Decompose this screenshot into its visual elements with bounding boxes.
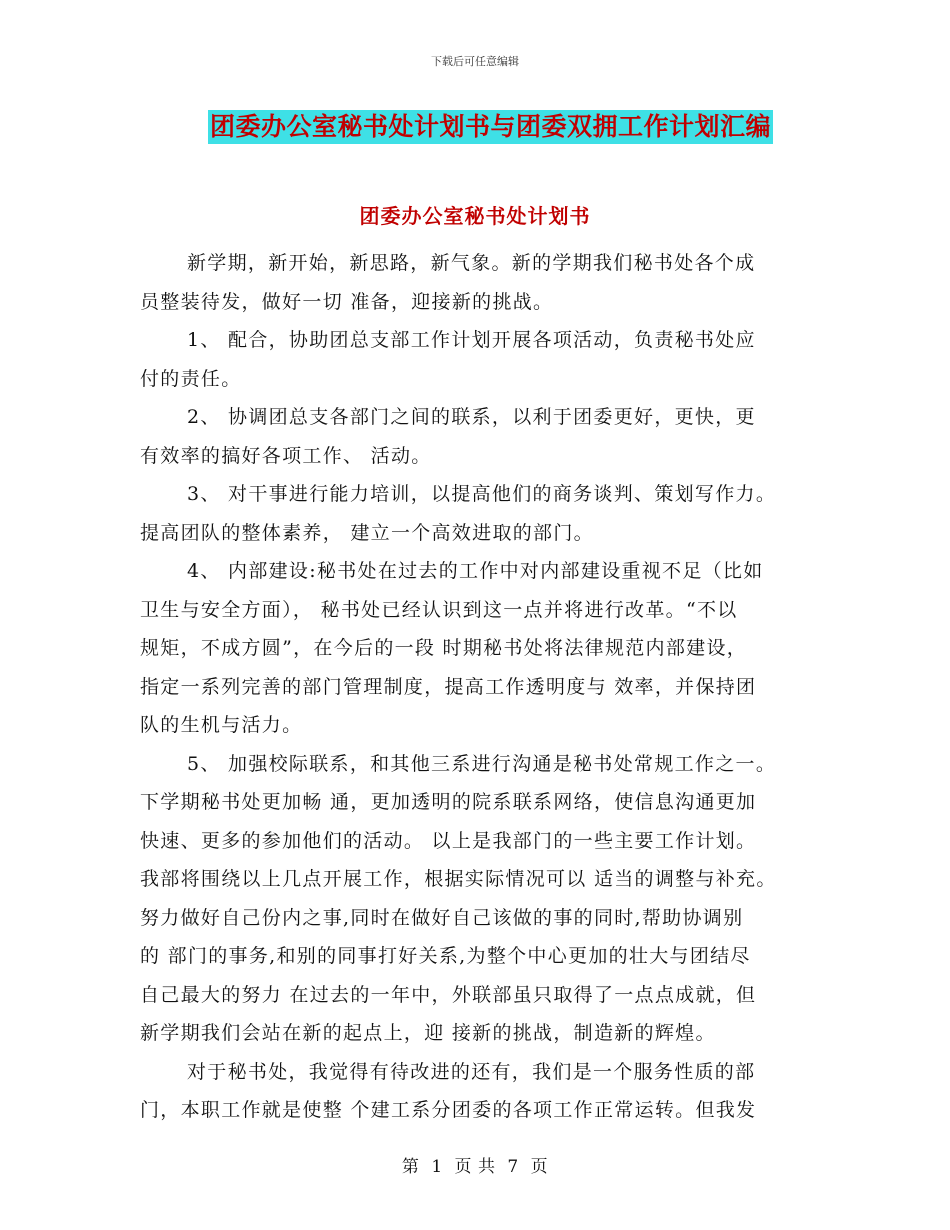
text-line: 我部将围绕以上几点开展工作，根据实际情况可以 适当的调整与补充。 bbox=[140, 868, 777, 890]
header-note: 下载后可任意编辑 bbox=[431, 55, 519, 68]
text-line: 付的责任。 bbox=[140, 367, 242, 390]
paragraph-3 bbox=[140, 398, 812, 475]
text-line: 2、 协调团总支各部门之间的联系，以利于团委更好，更快，更 bbox=[187, 406, 756, 428]
text-line: 的 部门的事务,和别的同事打好关系,为整个中心更加的壮大与团结尽 bbox=[140, 945, 751, 967]
paragraph-5 bbox=[140, 552, 812, 745]
footer-total-pages: 7 bbox=[507, 1157, 519, 1177]
text-line: 4、 内部建设:秘书处在过去的工作中对内部建设重视不足（比如 bbox=[187, 560, 764, 582]
text-line: 对于秘书处，我觉得有待改进的还有，我们是一个服务性质的部 bbox=[187, 1060, 756, 1083]
text-line: 门，本职工作就是使整 个建工系分团委的各项工作正常运转。但我发 bbox=[140, 1099, 757, 1121]
text-line: 努力做好自己份内之事,同时在做好自己该做的事的同时,帮助协调别 bbox=[140, 906, 744, 929]
text-line: 提高团队的整体素养， 建立一个高效进取的部门。 bbox=[140, 521, 594, 544]
footer-prefix: 第 bbox=[401, 1157, 420, 1177]
footer-suffix: 页 bbox=[530, 1157, 549, 1177]
text-line: 1、 配合，协助团总支部工作计划开展各项活动，负责秘书处应 bbox=[187, 329, 756, 351]
paragraph-4 bbox=[140, 475, 812, 552]
body-text bbox=[140, 244, 812, 1130]
paragraph-7 bbox=[140, 1053, 812, 1130]
paragraph-2 bbox=[140, 321, 812, 398]
text-line: 快速、更多的参加他们的活动。 以上是我部门的一些主要工作计划。 bbox=[140, 829, 757, 852]
text-line: 5、 加强校际联系，和其他三系进行沟通是秘书处常规工作之一。 bbox=[187, 752, 777, 775]
text-line: 规矩，不成方圆”，在今后的一段 时期秘书处将法律规范内部建设， bbox=[140, 637, 748, 659]
section-title: 团委办公室秘书处计划书 bbox=[359, 204, 591, 228]
footer-page-number: 1 bbox=[431, 1157, 443, 1177]
text-line: 新学期，新开始，新思路，新气象。新的学期我们秘书处各个成 bbox=[187, 252, 756, 274]
text-line: 员整装待发，做好一切 准备，迎接新的挑战。 bbox=[140, 290, 554, 313]
text-line: 新学期我们会站在新的起点上，迎 接新的挑战，制造新的辉煌。 bbox=[140, 1022, 716, 1044]
footer-middle: 页 共 bbox=[454, 1157, 496, 1177]
text-line: 自己最大的努力 在过去的一年中，外联部虽只取得了一点点成就，但 bbox=[140, 983, 757, 1006]
document-title: 团委办公室秘书处计划书与团委双拥工作计划汇编 bbox=[208, 110, 773, 144]
text-line: 指定一系列完善的部门管理制度，提高工作透明度与 效率，并保持团 bbox=[140, 675, 757, 698]
paragraph-1 bbox=[140, 244, 812, 321]
page-footer bbox=[0, 1152, 950, 1177]
text-line: 下学期秘书处更加畅 通，更加透明的院系联系网络，使信息沟通更加 bbox=[140, 791, 757, 813]
text-line: 有效率的搞好各项工作、 活动。 bbox=[140, 444, 432, 467]
text-line: 卫生与安全方面）， 秘书处已经认识到这一点并将进行改革。“不以 bbox=[140, 598, 738, 621]
text-line: 3、 对干事进行能力培训，以提高他们的商务谈判、策划写作力。 bbox=[187, 483, 777, 505]
paragraph-6 bbox=[140, 745, 812, 1053]
text-line: 队的生机与活力。 bbox=[140, 714, 303, 736]
